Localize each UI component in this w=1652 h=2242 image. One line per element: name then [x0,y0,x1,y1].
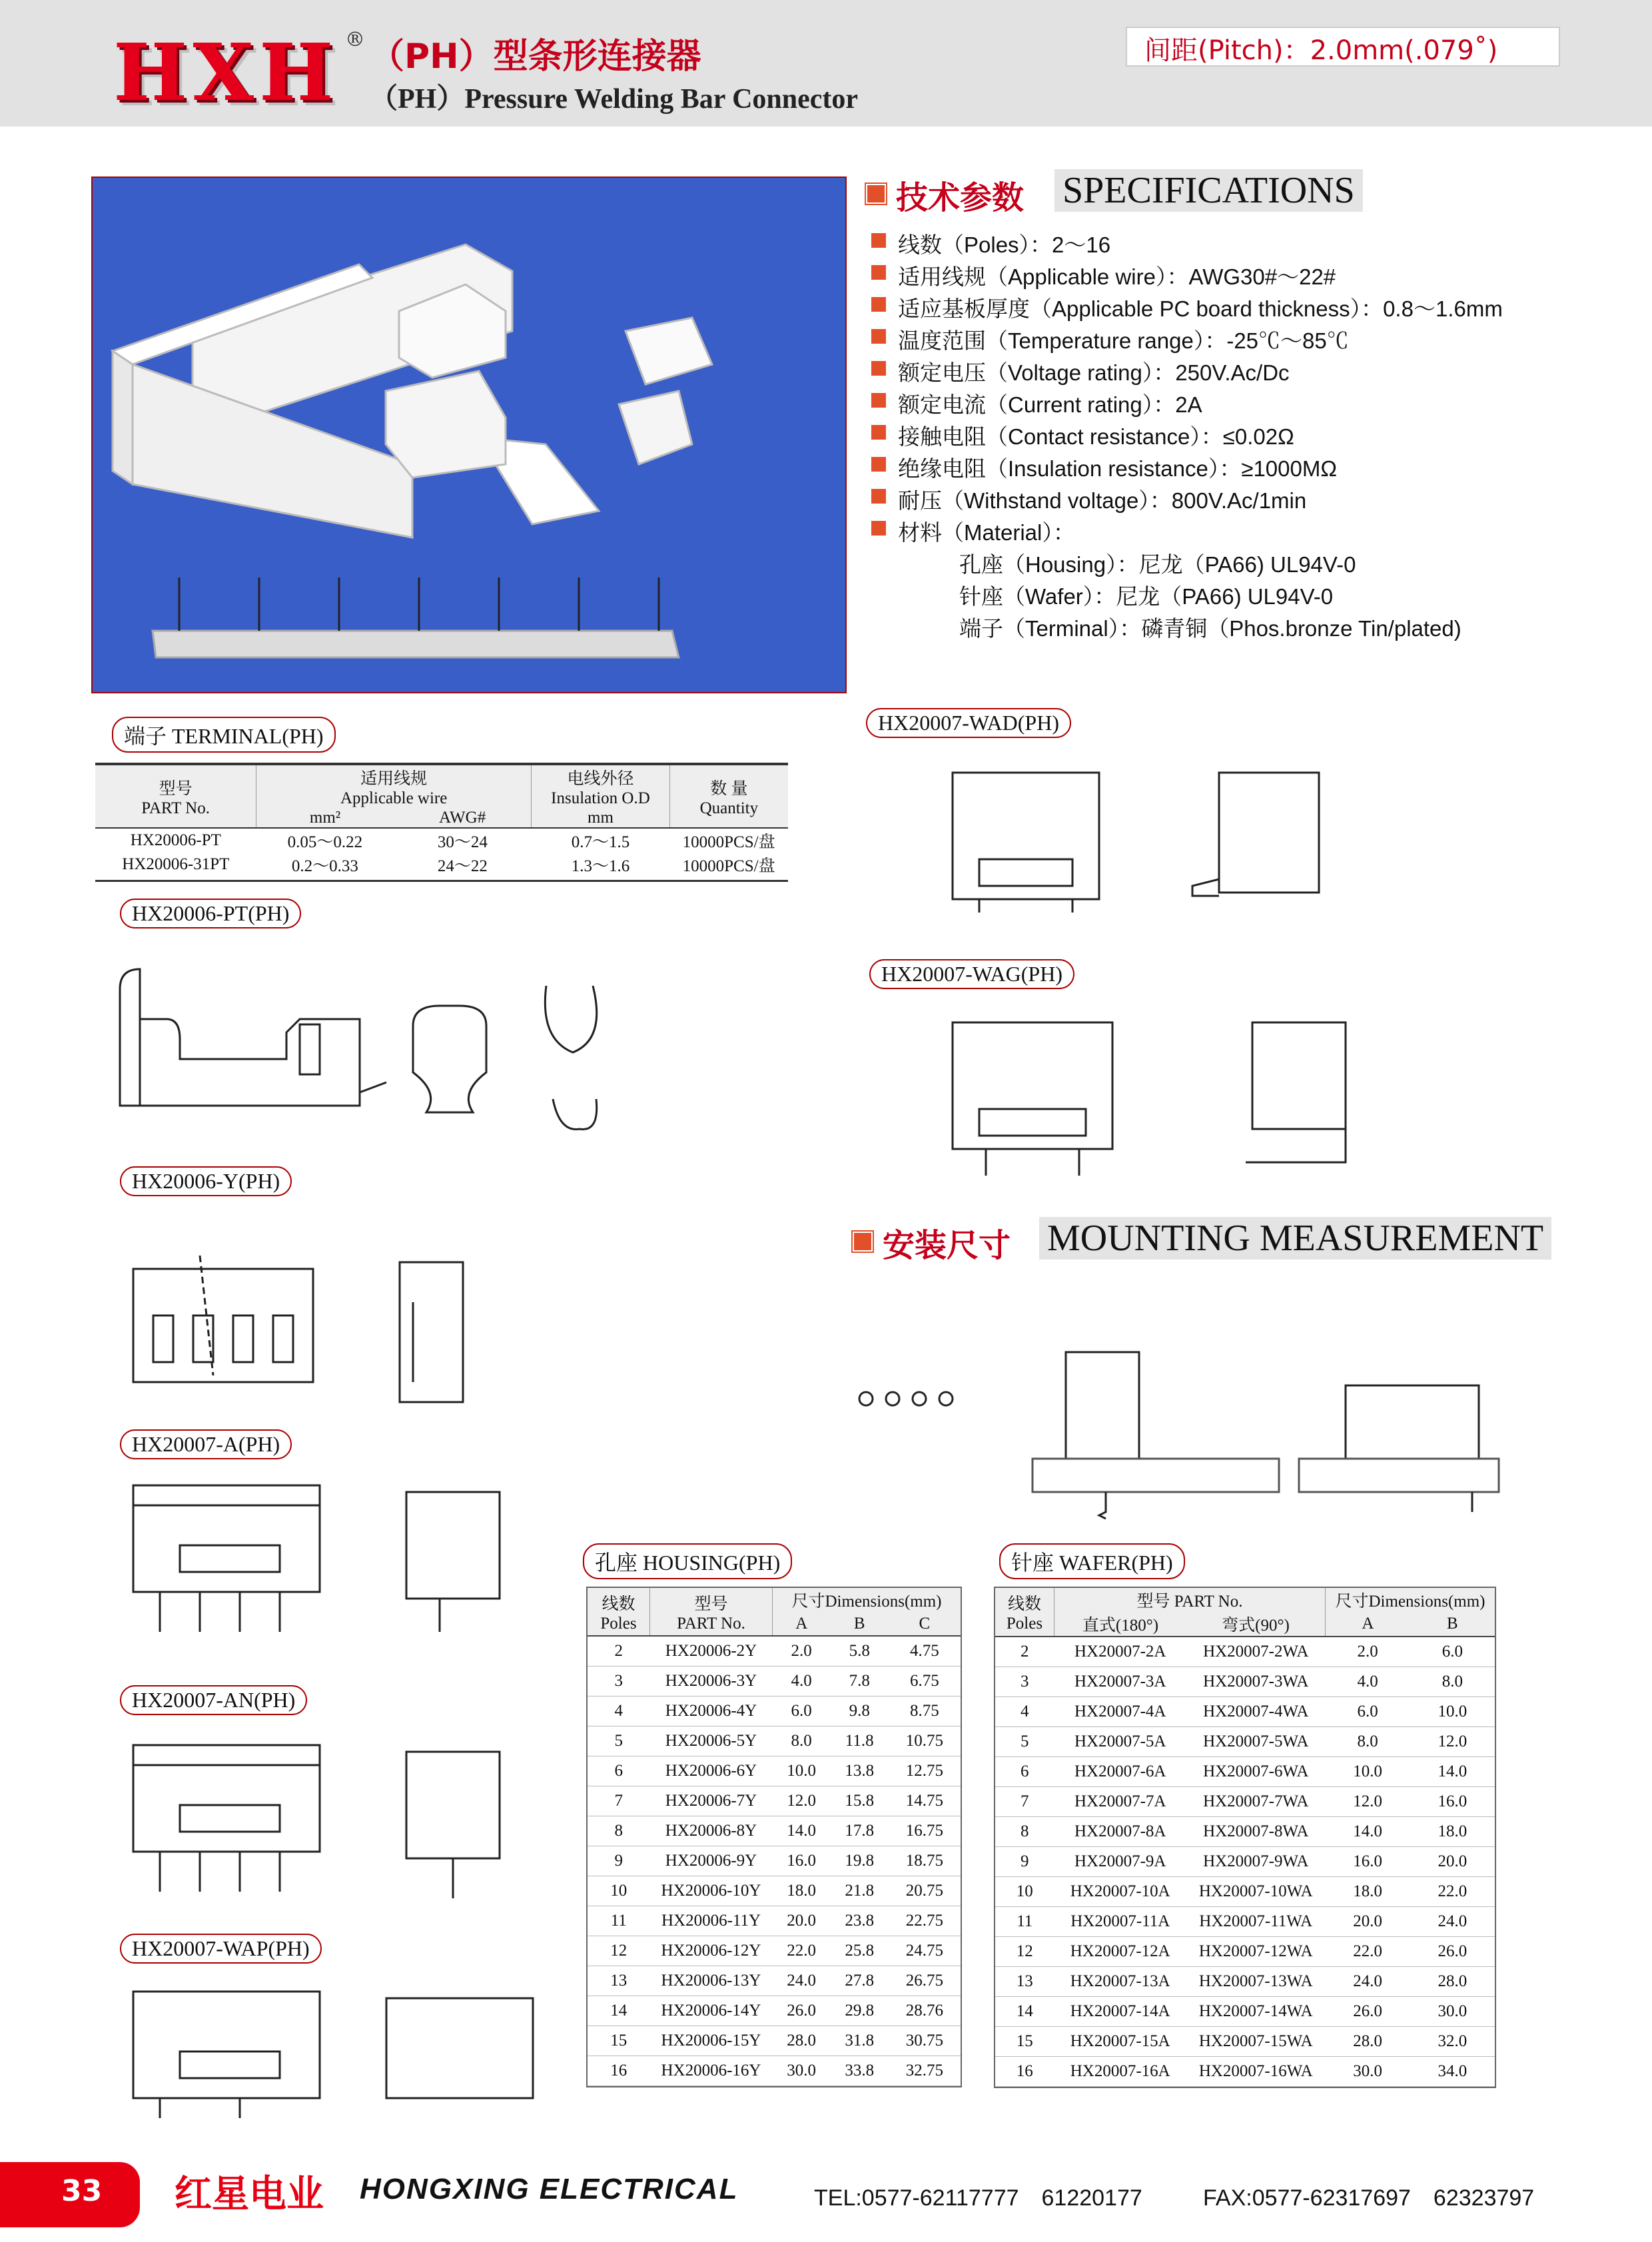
table-row [588,1906,961,1936]
table-cell: 8.0 [791,1731,812,1750]
spec-item: 适用线规（Applicable wire）：AWG30#～22# [898,264,1336,289]
table-cell: 26.0 [787,2001,816,2020]
bullet-icon [871,457,886,472]
material-item: 孔座（Housing）：尼龙（PA66) UL94V-0 [959,552,1356,577]
table-cell: 6.0 [1442,1642,1463,1661]
table-cell: 5 [1021,1732,1029,1750]
table-row [995,1996,1495,2026]
col-bent: 弯式(90°) [1186,1612,1326,1637]
spec-item: 适应基板厚度（Applicable PC board thickness）：0.8～1.6mm [898,296,1503,321]
col-straight: 直式(180°) [1082,1617,1159,1635]
table-cell: 33.8 [845,2061,875,2079]
table-cell: 34.0 [1438,2061,1467,2080]
specs-title-en: SPECIFICATIONS [1054,169,1363,212]
table-cell: 28.0 [1353,2032,1382,2050]
table-cell: 14 [1016,2002,1033,2020]
table-cell: HX20007-16A [1070,2061,1170,2080]
table-cell: 24.0 [1353,1972,1382,1990]
table-cell: HX20007-8A [1074,1822,1166,1840]
table-cell: HX20006-31PT [122,855,230,873]
col-mm2: mm² [256,808,394,828]
table-cell: 10000PCS/盘 [682,857,775,875]
table-cell: 32.0 [1438,2032,1467,2050]
telephone: TEL:0577-62117777 61220177 [814,2185,1142,2211]
table-cell: HX20007-13A [1070,1972,1170,1990]
table-cell: 14.0 [787,1821,816,1840]
table-cell: 14 [610,2001,627,2020]
col-awg: AWG# [394,808,532,828]
table-cell: 9 [614,1851,623,1870]
table-cell: 32.75 [905,2061,944,2079]
table-cell: 10000PCS/盘 [682,833,775,851]
table-cell: 22.0 [1353,1942,1382,1960]
fax: FAX:0577-62317697 62323797 [1203,2185,1535,2211]
table-cell: 12 [610,1941,627,1960]
spec-item: 线数（Poles）：2～16 [898,232,1111,257]
table-cell: 24～22 [437,857,488,875]
table-cell: 2 [614,1641,623,1660]
table-cell: 4.0 [1357,1672,1378,1690]
table-cell: HX20007-14A [1070,2002,1170,2020]
drawing-tag-pt: HX20006-PT(PH) [120,899,301,929]
terminal-tag: 端子 TERMINAL(PH) [112,717,336,753]
table-cell: 6.0 [791,1701,812,1720]
table-cell: 8.0 [1357,1732,1378,1750]
table-cell: 16.75 [905,1821,944,1840]
drawing-tag-a: HX20007-A(PH) [120,1429,292,1459]
spec-item: 额定电流（Current rating）：2A [898,392,1202,417]
col-a: A [1362,1615,1374,1633]
drawing-tag-wad: HX20007-WAD(PH) [866,708,1071,738]
table-cell: 10 [1016,1882,1033,1900]
table-cell: HX20006-2Y [665,1641,757,1660]
table-cell: 10.0 [1353,1762,1382,1780]
wafer-wap-drawing [120,1972,553,2145]
page-title-en: （PH）Pressure Welding Bar Connector [370,84,859,115]
table-row [995,1696,1495,1726]
bullet-icon [871,489,886,504]
spec-item: 接触电阻（Contact resistance）：≤0.02Ω [898,424,1294,449]
table-row [588,1666,961,1696]
table-cell: 20.0 [1353,1912,1382,1930]
table-cell: 0.7～1.5 [571,833,630,851]
wafer-wad-drawing [939,753,1446,946]
table-cell: 18.0 [1438,1822,1467,1840]
table-cell: HX20007-2WA [1203,1642,1309,1661]
table-cell: HX20007-7A [1074,1792,1166,1810]
table-row [995,1726,1495,1756]
table-row [588,1966,961,1996]
table-cell: 2.0 [1357,1642,1378,1661]
spec-item: 温度范围（Temperature range）：-25℃～85℃ [898,328,1349,353]
specs-title-cn: 技术参数 [896,179,1025,216]
table-cell: 14.0 [1353,1822,1382,1840]
table-cell: HX20007-11WA [1199,1912,1313,1930]
material-item: 端子（Terminal）：磷青铜（Phos.bronze Tin/plated) [959,616,1461,641]
table-row [588,2026,961,2055]
table-cell: 30.0 [1353,2061,1382,2080]
table-cell: 28.0 [787,2031,816,2050]
housing-y-drawing [120,1209,493,1429]
table-cell: 14.0 [1438,1762,1467,1780]
spec-item: 额定电压（Voltage rating）：250V.Ac/Dc [898,360,1290,385]
col-part-en: PART No. [677,1614,745,1633]
table-cell: HX20006-5Y [665,1731,757,1750]
table-row [588,2055,961,2085]
table-cell: HX20007-10WA [1198,1882,1313,1900]
table-cell: HX20007-6A [1074,1762,1166,1780]
table-cell: 26.75 [905,1971,944,1990]
table-cell: 26.0 [1353,2002,1382,2020]
table-cell: 4.0 [791,1671,812,1690]
table-cell: 13 [1016,1972,1033,1990]
table-cell: HX20007-11A [1070,1912,1170,1930]
col-poles-en: Poles [1006,1615,1043,1633]
table-cell: HX20006-PT [130,831,221,849]
table-cell: 16.0 [787,1851,816,1870]
bullet-icon [871,265,886,280]
table-cell: 12.0 [787,1791,816,1810]
table-cell: 29.8 [845,2001,875,2020]
table-cell: 18.75 [905,1851,944,1870]
table-cell: HX20006-9Y [665,1851,757,1870]
wafer-rows [995,1637,1495,2086]
table-cell: HX20007-15WA [1198,2032,1313,2050]
bullet-icon [871,425,886,440]
table-cell: HX20007-9A [1074,1852,1166,1870]
table-row [588,1696,961,1726]
table-cell: 17.8 [845,1821,875,1840]
table-cell: 16.0 [1438,1792,1467,1810]
table-row [588,1816,961,1846]
table-cell: 6 [614,1761,623,1780]
wafer-wag-drawing [939,1002,1446,1202]
table-cell: 13 [610,1971,627,1990]
table-cell: 2 [1021,1642,1029,1661]
table-cell: 25.8 [845,1941,875,1960]
table-row [588,1726,961,1756]
table-cell: 12.0 [1353,1792,1382,1810]
table-cell: HX20006-11Y [661,1911,761,1930]
table-cell: 5.8 [849,1641,870,1660]
table-cell: 10.0 [1438,1702,1467,1720]
bullet-icon [871,361,886,376]
drawing-tag-wap: HX20007-WAP(PH) [120,1934,322,1964]
table-cell: 16 [1016,2061,1033,2080]
col-part-cn: 型号 [694,1595,728,1613]
table-cell: HX20007-15A [1070,2032,1170,2050]
table-cell: HX20006-6Y [665,1761,757,1780]
table-cell: HX20007-12WA [1198,1942,1313,1960]
table-cell: 10.75 [905,1731,944,1750]
col-poles-en: Poles [600,1614,637,1633]
table-cell: 27.8 [845,1971,875,1990]
table-row [588,1876,961,1906]
company-name-en: HONGXING ELECTRICAL [360,2173,739,2205]
table-cell: 0.2～0.33 [291,857,358,875]
table-cell: 30.0 [1438,2002,1467,2020]
table-cell: HX20007-14WA [1198,2002,1313,2020]
wafer-a-drawing [120,1465,533,1665]
table-cell: HX20007-12A [1070,1942,1170,1960]
pitch-label: 间距(Pitch)：2.0mm(.079˚) [1144,35,1498,66]
table-cell: 5 [614,1731,623,1750]
bullet-icon [871,393,886,408]
section-marker [853,1232,873,1252]
drawing-tag-y: HX20006-Y(PH) [120,1166,292,1196]
drawing-tag-wag: HX20007-WAG(PH) [869,959,1074,989]
page-title-cn: （PH）型条形连接器 [370,37,701,77]
table-cell: 2.0 [791,1641,812,1660]
product-photo [91,177,847,693]
table-cell: 26.0 [1438,1942,1467,1960]
table-cell: 3 [1021,1672,1029,1690]
table-cell: 23.8 [845,1911,875,1930]
col-dim: 尺寸Dimensions(mm) [791,1593,942,1611]
table-cell: 22.75 [905,1911,944,1930]
table-cell: 15 [1016,2032,1033,2050]
drawing-tag-an: HX20007-AN(PH) [120,1685,307,1715]
wafer-an-drawing [120,1725,533,1925]
table-cell: 0.05～0.22 [287,833,363,851]
table-cell: 14.75 [905,1791,944,1810]
col-qty-cn: 数 量 [710,779,748,798]
table-cell: 12.75 [905,1761,944,1780]
table-cell: 20.75 [905,1881,944,1900]
terminal-table [95,763,788,882]
registered-mark: ® [345,28,365,51]
table-cell: 22.0 [1438,1882,1467,1900]
table-cell: 4.75 [910,1641,939,1660]
table-cell: 12 [1016,1942,1033,1960]
table-row [995,2056,1495,2086]
table-row [995,1966,1495,1996]
table-cell: 3 [614,1671,623,1690]
col-poles-cn: 线数 [602,1595,635,1613]
table-cell: 8.0 [1442,1672,1463,1690]
table-cell: 8 [614,1821,623,1840]
table-cell: 20.0 [787,1911,816,1930]
table-cell: HX20007-5A [1074,1732,1166,1750]
col-od-cn: 电线外径 [567,770,634,788]
brand-logo: HXH [113,26,339,119]
table-row [995,1906,1495,1936]
mounting-drawing [813,1279,1505,1532]
table-row [588,1846,961,1876]
table-cell: HX20007-6WA [1203,1762,1309,1780]
table-cell: 20.0 [1438,1852,1467,1870]
table-cell: HX20006-14Y [661,2001,761,2020]
wafer-tag: 针座 WAFER(PH) [999,1543,1185,1579]
table-cell: HX20007-4A [1074,1702,1166,1720]
bullet-icon [871,521,886,536]
table-cell: 11.8 [845,1731,874,1750]
table-cell: 18.0 [787,1881,816,1900]
table-cell: 11 [610,1911,627,1930]
table-row [995,2026,1495,2056]
col-qty-en: Quantity [699,799,759,817]
table-cell: HX20006-7Y [665,1791,757,1810]
table-cell: HX20007-2A [1074,1642,1166,1661]
bullet-icon [871,297,886,312]
col-od-unit: mm [588,808,614,827]
bullet-icon [871,233,886,248]
table-cell: 13.8 [845,1761,875,1780]
col-part-cn: 型号 [159,779,193,798]
col-b: B [1447,1615,1458,1633]
table-row [995,1756,1495,1786]
spec-item: 绝缘电阻（Insulation resistance）：≥1000MΩ [898,456,1338,481]
mounting-title-en: MOUNTING MEASUREMENT [1039,1217,1551,1260]
col-a: A [795,1614,808,1633]
table-cell: 15.8 [845,1791,875,1810]
table-cell: HX20007-8WA [1203,1822,1309,1840]
table-row [588,1936,961,1966]
section-marker [866,184,886,204]
product-photo-illustration [93,178,845,692]
table-cell: 12.0 [1438,1732,1467,1750]
table-cell: HX20006-12Y [661,1941,761,1960]
table-cell: 4 [1021,1702,1029,1720]
table-cell: HX20007-7WA [1203,1792,1309,1810]
table-cell: HX20006-10Y [661,1881,761,1900]
company-name-cn: 红星电业 [175,2173,324,2216]
housing-table [586,1587,962,2087]
table-cell: 4 [614,1701,623,1720]
table-cell: HX20006-4Y [665,1701,757,1720]
table-cell: HX20007-3A [1074,1672,1166,1690]
table-cell: 9.8 [849,1701,870,1720]
table-row [995,1786,1495,1816]
table-cell: 7 [1021,1792,1029,1810]
table-row [588,1756,961,1786]
col-part-en: PART No. [141,799,210,817]
table-row [588,1996,961,2026]
table-cell: HX20007-13WA [1198,1972,1313,1990]
wafer-table [994,1587,1496,2088]
col-b: B [853,1614,865,1633]
page-number: 33 [61,2174,103,2208]
table-cell: 8 [1021,1822,1029,1840]
table-row [995,1876,1495,1906]
spec-item: 材料（Material）： [898,520,1075,545]
mounting-title-cn: 安装尺寸 [883,1227,1011,1264]
table-row [995,1846,1495,1876]
table-cell: 22.0 [787,1941,816,1960]
table-cell: HX20006-13Y [661,1971,761,1990]
col-wire-en: Applicable wire [340,789,448,807]
table-cell: 31.8 [845,2031,875,2050]
material-item: 针座（Wafer）：尼龙（PA66) UL94V-0 [959,584,1334,609]
table-cell: HX20007-3WA [1203,1672,1309,1690]
table-row [995,1667,1495,1696]
table-cell: HX20007-9WA [1203,1852,1309,1870]
col-part: 型号 PART No. [1054,1588,1326,1612]
col-c: C [919,1614,931,1633]
table-cell: HX20007-5WA [1203,1732,1309,1750]
col-dim: 尺寸Dimensions(mm) [1335,1593,1485,1611]
table-row [588,1636,961,1666]
table-cell: 1.3～1.6 [571,857,630,875]
table-cell: 30～24 [437,833,488,851]
table-cell: 6.75 [910,1671,939,1690]
table-cell: 6.0 [1357,1702,1378,1720]
table-cell: 11 [1017,1912,1033,1930]
table-cell: 19.8 [845,1851,875,1870]
col-od-en: Insulation O.D [551,789,650,807]
table-cell: 10 [610,1881,627,1900]
table-cell: 18.0 [1353,1882,1382,1900]
table-cell: 28.0 [1438,1972,1467,1990]
table-cell: 7 [614,1791,623,1810]
table-cell: 24.0 [1438,1912,1467,1930]
table-cell: 16 [610,2061,627,2079]
table-row [995,1816,1495,1846]
table-cell: 16.0 [1353,1852,1382,1870]
table-cell: 8.75 [910,1701,939,1720]
table-cell: 30.0 [787,2061,816,2079]
col-poles-cn: 线数 [1007,1595,1041,1613]
table-cell: 24.0 [787,1971,816,1990]
col-wire-cn: 适用线规 [360,770,428,788]
table-cell: HX20006-16Y [661,2061,761,2079]
table-cell: 6 [1021,1762,1029,1780]
housing-rows [588,1636,961,2085]
table-cell: 15 [610,2031,627,2050]
table-row [588,1786,961,1816]
spec-item: 耐压（Withstand voltage）：800V.Ac/1min [898,488,1307,513]
table-cell: 30.75 [905,2031,944,2050]
table-cell: 7.8 [849,1671,870,1690]
table-row [995,1637,1495,1667]
table-cell: 24.75 [905,1941,944,1960]
bullet-icon [871,329,886,344]
table-cell: HX20006-15Y [661,2031,761,2050]
table-cell: 9 [1021,1852,1029,1870]
table-cell: 21.8 [845,1881,875,1900]
table-cell: HX20006-3Y [665,1671,757,1690]
terminal-pt-drawing [113,939,620,1159]
table-cell: HX20007-16WA [1198,2061,1313,2080]
table-cell: HX20006-8Y [665,1821,757,1840]
table-cell: HX20007-4WA [1203,1702,1309,1720]
table-cell: HX20007-10A [1070,1882,1170,1900]
table-row [995,1936,1495,1966]
table-cell: 28.76 [905,2001,944,2020]
housing-tag: 孔座 HOUSING(PH) [583,1543,792,1579]
table-cell: 10.0 [787,1761,816,1780]
